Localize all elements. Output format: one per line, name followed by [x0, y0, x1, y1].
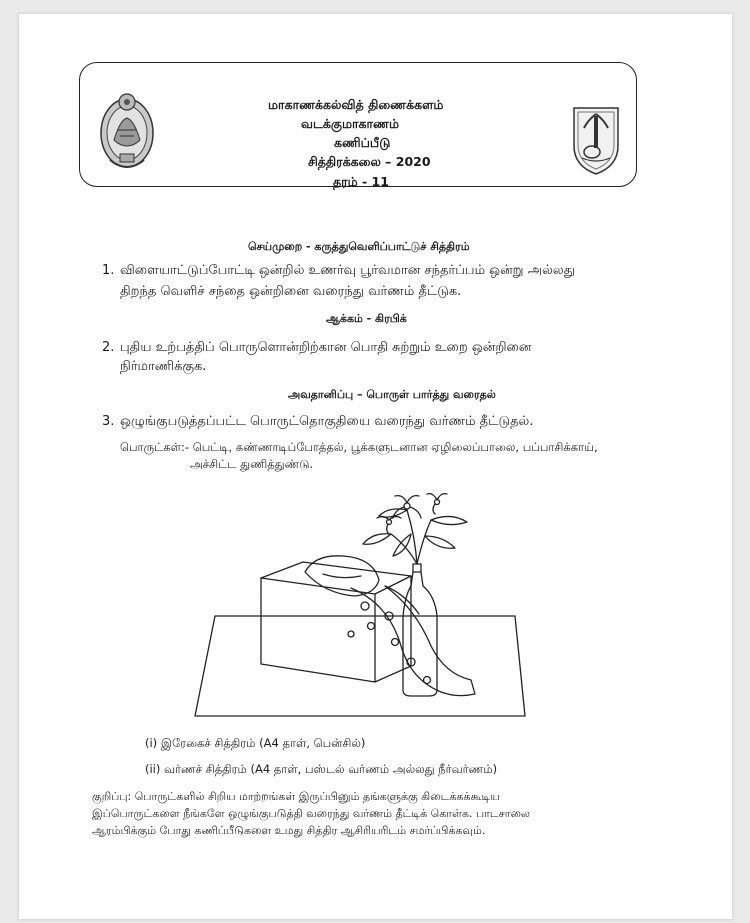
header-grade: தரம் - 11 — [333, 174, 389, 189]
section-title-graphic: ஆக்கம் - கிரபிக் — [326, 312, 407, 325]
question-2-line-2: நிர்மாணிக்குக. — [120, 359, 207, 374]
question-2-number: 2. — [102, 340, 115, 355]
option-colour-drawing: (ii) வர்ணச் சித்திரம் (A4 தாள், பஸ்டல் வர்ணம் அல்லது நீர்வர்ணம்) — [145, 762, 498, 776]
note-line-3: ஆரம்பிக்கும் போது கணிப்பீடுகளை உமது சித்திர ஆசிரியரிடம் சமர்ப்பிக்கவும். — [92, 824, 486, 837]
header-province: வடக்குமாகாணம் — [301, 116, 400, 131]
note-line-1: குறிப்பு: பொருட்களில் சிறிய மாற்றங்கள் இருப்பினும் தங்களுக்கு கிடைக்கக்கூடிய — [92, 790, 500, 803]
question-1-line-2: திறந்த வெளிச் சந்தை ஒன்றினை வரைந்து வர்ணம் தீட்டுக. — [120, 284, 462, 299]
section-title-practical: செய்முறை - கருத்துவெளிப்பாட்டுச் சித்திரம் — [248, 240, 470, 253]
department-logo-icon — [568, 100, 624, 176]
header-assessment: கணிப்பீடு — [334, 135, 391, 150]
question-1-number: 1. — [102, 263, 115, 278]
question-3-line-1: ஒழுங்குபடுத்தப்பட்ட பொருட்தொகுதியை வரைந்து வர்ணம் தீட்டுதல். — [120, 414, 534, 429]
option-line-drawing: (i) இரேகைச் சித்திரம் (A4 தாள், பென்சில்) — [145, 736, 366, 750]
note-line-2: இப்பொருட்களை நீங்களே ஒழுங்குபடுத்தி வரைந்து வர்ணம் தீட்டிக் கொள்க. பாடசாலை — [92, 807, 531, 820]
items-list-line-2: அச்சிட்ட துணித்துண்டு. — [190, 457, 314, 471]
question-2-line-1: புதிய உற்பத்திப் பொருளொன்றிற்கான பொதி சுற்றும் உறை ஒன்றினை — [120, 340, 532, 355]
still-life-illustration — [175, 476, 545, 729]
national-emblem-icon — [96, 90, 158, 176]
header-department: மாகாணக்கல்வித் திணைக்களம் — [268, 97, 444, 112]
section-title-observation: அவதானிப்பு – பொருள் பார்த்து வரைதல் — [288, 388, 496, 401]
items-list-line-1: பொருட்கள்:- பெட்டி, கண்ணாடிப்போத்தல், பூக்களுடனான ஏழிலைப்பாலை, பப்பாசிக்காய், — [120, 440, 598, 454]
header-subject-year: சித்திரக்கலை – 2020 — [308, 154, 431, 169]
question-3-number: 3. — [102, 414, 115, 429]
question-1-line-1: விளையாட்டுப்போட்டி ஒன்றில் உணர்வு பூர்வமான சந்தர்ப்பம் ஒன்று அல்லது — [120, 263, 575, 278]
